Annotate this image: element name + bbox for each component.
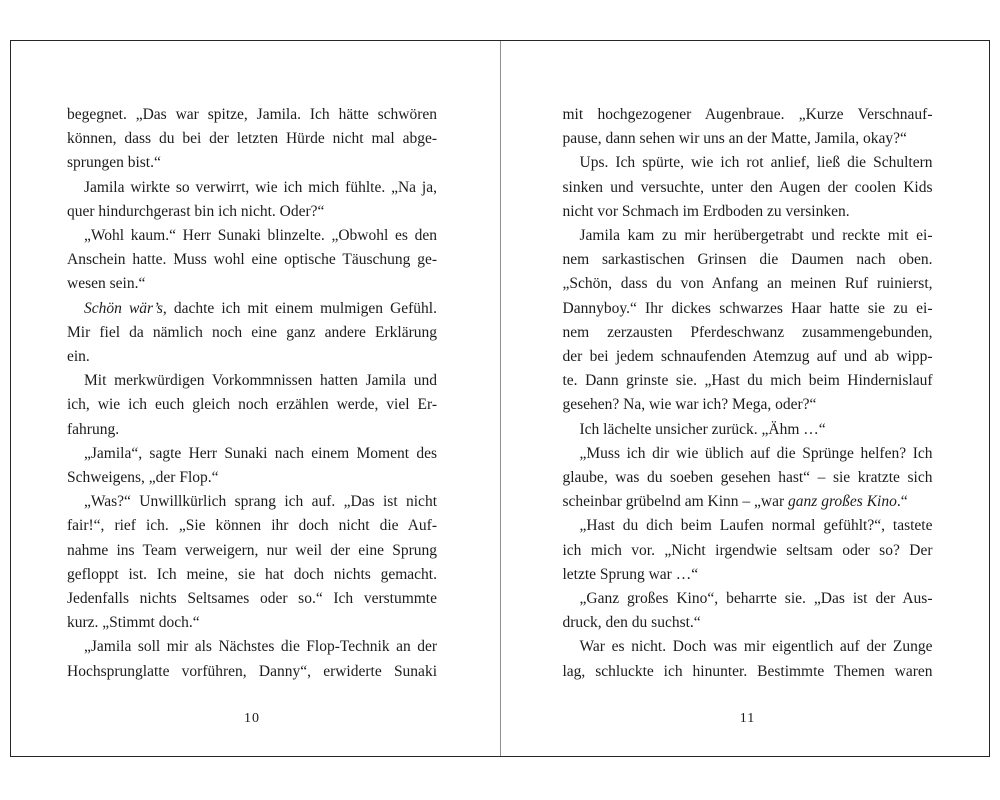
text-line [563, 563, 933, 587]
text-line [67, 369, 437, 393]
text-line [67, 224, 437, 248]
text-line [67, 176, 437, 200]
text-line [563, 224, 933, 248]
text-line [67, 490, 437, 514]
text-line [563, 660, 933, 684]
text-segment: lag, schluckte ich hinunter. Bestimmte Themen waren [562, 662, 933, 680]
text-segment: Dannyboy.“ Ihr dickes schwarzes Haar hatte sie zu ei- [562, 299, 933, 317]
text-segment: Mir fiel da nämlich noch eine ganz andere Erklärung [67, 323, 437, 341]
text-segment: fair!“, rief ich. „Sie können ihr doch nicht die Auf- [67, 517, 437, 535]
text-line [67, 442, 437, 466]
text-segment: ich, wie ich euch gleich noch erzählen werde, viel Er- [67, 396, 437, 414]
text-segment: begegnet. „Das war spitze, Jamila. Ich hätte schwören [67, 106, 437, 123]
text-segment: ganz großes Kino [788, 493, 897, 511]
text-line [67, 466, 437, 490]
text-line [563, 272, 933, 296]
text-line [563, 248, 933, 272]
text-segment: fahrung. [67, 420, 120, 438]
page-left-text [67, 103, 437, 684]
text-segment: mit hochgezogener Augenbraue. „Kurze Verschnauf- [562, 106, 933, 123]
text-segment: Schweigens, „der Flop.“ [67, 469, 219, 487]
text-line [67, 611, 437, 635]
text-segment: , dachte ich mit einem mulmigen Gefühl. [162, 299, 437, 317]
text-line [563, 466, 933, 490]
text-segment: „Muss ich dir wie üblich auf die Sprünge helfen? Ich [579, 444, 933, 462]
text-line [67, 393, 437, 417]
text-line [67, 200, 437, 224]
text-line [563, 587, 933, 611]
text-line [67, 514, 437, 538]
text-line [67, 297, 437, 321]
text-segment: quer hindurchgerast bin ich nicht. Oder?“ [67, 202, 325, 220]
text-segment: gefloppt ist. Ich meine, sie hat doch nichts gemacht. [67, 565, 437, 583]
text-line [563, 490, 933, 514]
page-right [501, 41, 990, 756]
text-line [67, 418, 437, 442]
text-segment: druck, den du suchst.“ [562, 614, 701, 632]
text-segment: „Ganz großes Kino“, beharrte sie. „Das ist der Aus- [579, 590, 933, 608]
text-segment: Jamila kam zu mir herübergetrabt und reckte mit ei- [579, 227, 933, 245]
text-line [563, 611, 933, 635]
text-line [563, 418, 933, 442]
text-segment: Schön wär’s [84, 299, 163, 317]
page-left [11, 41, 500, 756]
text-line [67, 272, 437, 296]
text-line [67, 248, 437, 272]
page-right-text [563, 103, 933, 684]
text-segment: „Schön, dass du von Anfang an meinen Ruf ruinierst, [562, 275, 933, 293]
text-segment: ein. [67, 348, 90, 366]
text-line [67, 103, 437, 127]
text-segment: „Jamila soll mir als Nächstes die Flop-Technik an der [84, 638, 437, 656]
text-segment: können, dass du bei der letzten Hürde nicht mal abge- [67, 130, 437, 148]
text-segment: Jedenfalls nichts Seltsames oder so.“ Ich verstummte [67, 590, 437, 608]
text-line [67, 635, 437, 659]
text-line [563, 514, 933, 538]
text-line [563, 151, 933, 175]
text-line [563, 345, 933, 369]
text-segment: „Wohl kaum.“ Herr Sunaki blinzelte. „Obwohl es den [84, 227, 437, 245]
text-line [563, 127, 933, 151]
text-segment: „Jamila“, sagte Herr Sunaki nach einem Moment des [84, 444, 437, 462]
text-line [67, 345, 437, 369]
text-line [67, 151, 437, 175]
text-segment: „Was?“ Unwillkürlich sprang ich auf. „Das ist nicht [84, 493, 437, 511]
text-segment: scheinbar grübelnd am Kinn – „war [562, 493, 789, 511]
text-line [67, 563, 437, 587]
text-line [563, 297, 933, 321]
text-segment: nahme ins Team verweigern, nur weil der eine Sprung [67, 541, 437, 559]
text-line [563, 393, 933, 417]
text-segment: Mit merkwürdigen Vorkommnissen hatten Jamila und [84, 372, 437, 390]
text-segment: wesen sein.“ [67, 275, 146, 293]
text-line [67, 660, 437, 684]
text-segment: Ups. Ich spürte, wie ich rot anlief, ließ die Schultern [579, 154, 933, 172]
text-segment: Jamila wirkte so verwirrt, wie ich mich fühlte. „Na ja, [84, 178, 437, 196]
page-number: 10 [244, 711, 260, 726]
text-segment: nem zerzausten Pferdeschwanz zusammengebunden, [562, 323, 933, 341]
page-number: 11 [739, 711, 756, 726]
text-line [67, 539, 437, 563]
text-segment: sinken und versuchte, unter den Augen der coolen Kids [562, 178, 933, 196]
text-line [563, 176, 933, 200]
text-segment: glaube, was du soeben gesehen hast“ – sie kratzte sich [562, 469, 933, 487]
text-line [563, 442, 933, 466]
text-segment: te. Dann grinste sie. „Hast du mich beim Hindernislauf [562, 372, 933, 390]
text-line [67, 587, 437, 611]
text-segment: „Hast du dich beim Laufen normal gefühlt?“, tastete [579, 517, 933, 535]
text-segment: gesehen? Na, wie war ich? Mega, oder?“ [562, 396, 817, 414]
text-segment: pause, dann sehen wir uns an der Matte, Jamila, okay?“ [562, 130, 907, 148]
text-segment: Hochsprunglatte vorführen, Danny“, erwiderte Sunaki [67, 662, 437, 680]
text-segment: nem sarkastischen Grinsen die Daumen nach oben. [562, 251, 933, 269]
text-segment: Ich lächelte unsicher zurück. „Ähm …“ [579, 420, 826, 438]
text-segment: .“ [896, 493, 908, 511]
text-line [67, 127, 437, 151]
text-line [563, 635, 933, 659]
text-segment: nicht vor Schmach im Erdboden zu versinken. [562, 202, 850, 220]
text-line [67, 321, 437, 345]
text-segment: der bei jedem schnaufenden Atemzug auf und ab wipp- [562, 348, 933, 366]
text-line [563, 321, 933, 345]
text-segment: sprungen bist.“ [67, 154, 161, 172]
text-segment: kurz. „Stimmt doch.“ [67, 614, 200, 632]
text-line [563, 369, 933, 393]
text-segment: War es nicht. Doch was mir eigentlich auf der Zunge [579, 638, 933, 656]
text-line [563, 200, 933, 224]
text-line [563, 103, 933, 127]
text-line [563, 539, 933, 563]
text-segment: letzte Sprung war …“ [562, 565, 699, 583]
book-spread [10, 40, 990, 757]
text-segment: ich mich vor. „Nicht irgendwie seltsam oder so? Der [562, 541, 933, 559]
text-segment: Anschein hatte. Muss wohl eine optische Täuschung ge- [67, 251, 437, 269]
